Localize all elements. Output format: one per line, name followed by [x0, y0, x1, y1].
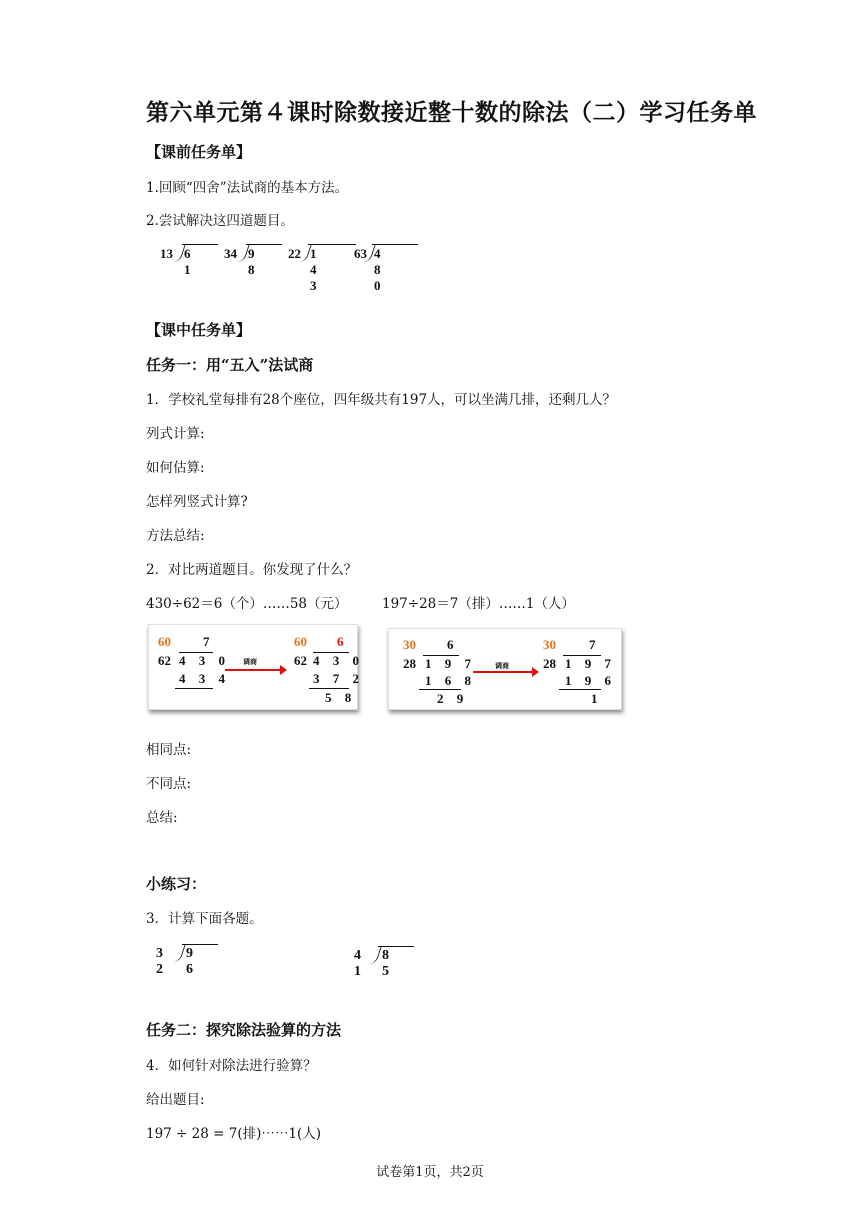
quotient: 7: [203, 634, 210, 649]
dividend: 4 3 0: [179, 653, 230, 668]
product: 1 6 8: [425, 673, 476, 688]
product: 1 9 6: [565, 673, 616, 688]
line-different: 不同点:: [146, 776, 192, 792]
quotient: 6: [447, 637, 454, 652]
pre-question-2: 2.尝试解决这四道题目。: [146, 213, 294, 229]
quotient: 6: [337, 634, 344, 649]
page-title: 第六单元第４课时除数接近整十数的除法（二）学习任务单: [146, 99, 757, 126]
estimate-label: 60: [158, 634, 171, 649]
dividend: 4 8 0: [374, 246, 387, 293]
divisor: 62: [294, 653, 307, 668]
question-1: 1．学校礼堂每排有28个座位，四年级共有197人，可以坐满几排，还剩几人？: [146, 392, 617, 408]
product: 3 7 2: [313, 671, 364, 686]
divisor: 3 2: [156, 946, 167, 977]
dividend: 8 5: [382, 948, 395, 979]
product: 4 3 4: [179, 671, 230, 686]
dividend: 1 9 7: [425, 656, 476, 671]
equation-check: 197 ÷ 28 = 7(排)⋯⋯1(人): [146, 1126, 321, 1142]
dividend: 9 8: [248, 246, 261, 277]
comparison-card-430: [148, 624, 364, 710]
pre-question-1: 1.回顾“四舍”法试商的基本方法。: [146, 180, 349, 196]
divisor: 34: [224, 246, 237, 261]
pre-class-heading: 【课前任务单】: [146, 143, 252, 161]
dividend: 6 1: [184, 246, 197, 277]
equation-430: 430÷62＝6（个）……58（元）: [146, 596, 348, 612]
line-given: 给出题目:: [146, 1092, 205, 1108]
divisor: 4 1: [354, 948, 365, 979]
divisor: 13: [160, 246, 173, 261]
remainder: 2 9: [437, 691, 469, 706]
line-same: 相同点:: [146, 742, 192, 758]
practice-heading: 小练习：: [146, 875, 207, 893]
divisor: 22: [288, 246, 301, 261]
arrow-icon: [473, 671, 537, 673]
remainder: 5 8: [325, 690, 357, 705]
comparison-card-197: [388, 628, 622, 710]
adjust-label: 调商: [243, 657, 257, 666]
divisor: 63: [354, 246, 367, 261]
line-summary: 总结:: [146, 810, 178, 826]
question-4: 4．如何针对除法进行验算？: [146, 1058, 317, 1074]
line-formula: 列式计算:: [146, 426, 205, 442]
question-2: 2．对比两道题目。你发现了什么？: [146, 562, 358, 578]
dividend: 1 4 3: [310, 246, 323, 293]
dividend: 9 6: [186, 946, 199, 977]
page-footer: 试卷第1页，共2页: [376, 1165, 484, 1180]
dividend: 1 9 7: [565, 656, 616, 671]
task-1-heading: 任务一：用“五入”法试商: [146, 356, 314, 374]
remainder: 1: [591, 691, 598, 706]
question-3: 3．计算下面各题。: [146, 911, 263, 927]
estimate-label: 60: [294, 634, 307, 649]
in-class-heading: 【课中任务单】: [146, 321, 252, 339]
divisor: 28: [403, 656, 416, 671]
line-vertical: 怎样列竖式计算?: [146, 494, 248, 510]
arrow-icon: [225, 669, 285, 671]
equation-197: 197÷28＝7（排）……1（人）: [382, 596, 575, 612]
estimate-label: 30: [543, 637, 556, 652]
task-2-heading: 任务二：探究除法验算的方法: [146, 1021, 342, 1039]
quotient: 7: [589, 637, 596, 652]
adjust-label: 调商: [495, 661, 509, 670]
dividend: 4 3 0: [313, 653, 364, 668]
line-estimate: 如何估算:: [146, 460, 205, 476]
line-method-summary: 方法总结:: [146, 528, 205, 544]
divisor: 62: [158, 653, 171, 668]
divisor: 28: [543, 656, 556, 671]
estimate-label: 30: [403, 637, 416, 652]
